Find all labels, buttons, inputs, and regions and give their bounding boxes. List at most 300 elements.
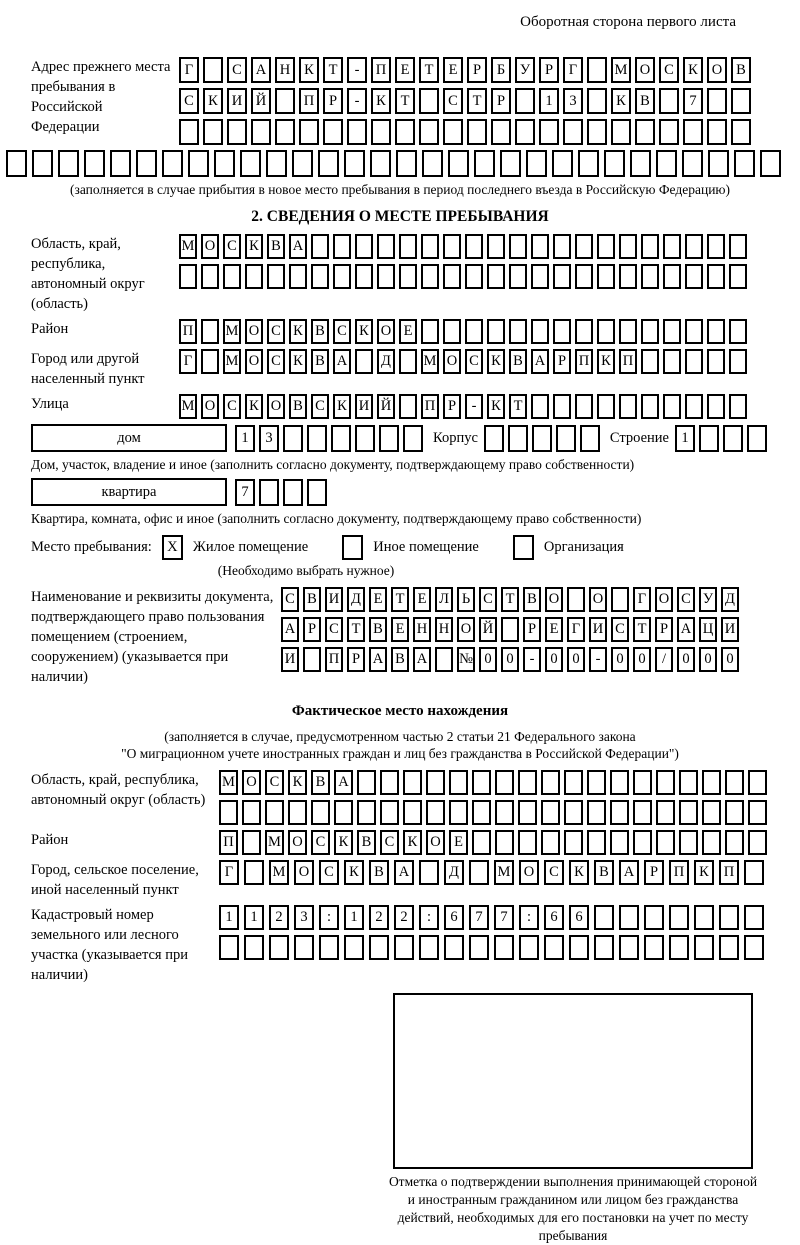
grid-cell: К [203,88,223,114]
grid-cell: 0 [677,647,695,672]
grid-cell: Г [219,860,239,885]
grid-cell: М [265,830,284,855]
grid-cell [747,425,767,452]
grid-cell: К [569,860,589,885]
grid-cell: Е [443,57,463,83]
grid-cell: К [289,319,307,344]
grid-cell: С [281,587,299,612]
grid-cell [311,800,330,825]
grid-cell [347,119,367,145]
document-grid-row-3 [281,647,739,672]
grid-cell: Т [509,394,527,419]
grid-cell [663,319,681,344]
grid-cell [702,770,721,795]
grid-cell: П [219,830,238,855]
grid-cell [472,770,491,795]
grid-cell: - [347,57,367,83]
grid-cell [725,830,744,855]
apartment-row [31,478,794,506]
grid-cell: Н [435,617,453,642]
grid-cell: Г [179,57,199,83]
grid-cell: Л [435,587,453,612]
grid-cell: М [611,57,631,83]
grid-cell: 6 [444,905,464,930]
grid-cell: И [355,394,373,419]
grid-cell [267,264,285,289]
grid-cell: Р [491,88,511,114]
grid-cell: К [299,57,319,83]
grid-cell: В [357,830,376,855]
document-grid-row-2 [281,617,739,642]
grid-cell [419,860,439,885]
grid-cell [594,935,614,960]
grid-cell [610,800,629,825]
grid-cell [162,150,183,177]
grid-cell [587,88,607,114]
stroenie-cells [675,425,767,452]
grid-cell: П [299,88,319,114]
stay-type-option-residential: Жилое помещение [192,539,309,555]
grid-cell [526,150,547,177]
grid-cell: Р [467,57,487,83]
grid-cell [443,119,463,145]
apartment-cells [235,479,327,506]
grid-cell [641,394,659,419]
grid-cell: У [699,587,717,612]
grid-cell [201,349,219,374]
grid-cell [744,935,764,960]
stroenie-label: Строение [609,429,669,446]
grid-cell [539,119,559,145]
grid-cell: : [419,905,439,930]
grid-cell [656,150,677,177]
grid-cell: А [413,647,431,672]
grid-cell: Г [563,57,583,83]
grid-cell: К [245,394,263,419]
grid-cell [227,119,247,145]
grid-cell [508,425,528,452]
grid-cell [355,264,373,289]
grid-cell: О [457,617,475,642]
grid-cell: 3 [294,905,314,930]
grid-cell [633,800,652,825]
grid-cell: Й [479,617,497,642]
grid-cell: С [325,617,343,642]
grid-cell: Ь [457,587,475,612]
grid-cell [259,479,279,506]
grid-cell: Е [391,617,409,642]
grid-cell [685,264,703,289]
grid-cell [188,150,209,177]
grid-cell: 2 [369,905,389,930]
grid-cell [491,119,511,145]
grid-cell [58,150,79,177]
grid-cell: К [344,860,364,885]
grid-cell [203,57,223,83]
grid-cell: 0 [611,647,629,672]
grid-cell: В [594,860,614,885]
grid-cell [509,264,527,289]
actual-location-note-2: "О миграционном учете иностранных граждан и лиц без гражданства в Российской Федерации") [121,746,679,761]
grid-cell: Р [655,617,673,642]
grid-cell [518,830,537,855]
grid-cell [656,800,675,825]
grid-cell [242,830,261,855]
grid-cell [744,860,764,885]
grid-cell [370,150,391,177]
grid-cell [396,150,417,177]
grid-cell: О [201,234,219,259]
grid-cell: Д [444,860,464,885]
grid-cell [495,800,514,825]
grid-cell [553,319,571,344]
grid-cell [219,800,238,825]
grid-cell: П [719,860,739,885]
grid-cell: Е [449,830,468,855]
grid-cell [707,88,727,114]
grid-cell: А [251,57,271,83]
grid-cell [532,425,552,452]
grid-cell [380,800,399,825]
grid-cell: № [457,647,475,672]
grid-cell: О [707,57,727,83]
grid-cell [355,425,375,452]
grid-cell: 0 [699,647,717,672]
grid-cell [487,264,505,289]
grid-cell [748,770,767,795]
grid-cell: К [403,830,422,855]
grid-cell [610,770,629,795]
grid-cell [403,770,422,795]
prev-address-note: (заполняется в случае прибытия в новое место пребывания в период последнего въезда в Российскую Федерацию) [69,182,731,197]
grid-cell: К [371,88,391,114]
actual-district-label: Район [31,832,69,848]
grid-cell: 0 [501,647,519,672]
grid-cell: Т [323,57,343,83]
grid-cell [395,119,415,145]
grid-cell: : [519,905,539,930]
grid-cell [725,800,744,825]
grid-cell: 7 [494,905,514,930]
grid-cell: К [289,349,307,374]
grid-cell: С [677,587,695,612]
grid-cell [472,830,491,855]
grid-cell: Е [545,617,563,642]
grid-cell: - [589,647,607,672]
grid-cell: О [635,57,655,83]
grid-cell [541,770,560,795]
grid-cell: С [333,319,351,344]
grid-cell: В [311,319,329,344]
grid-cell [443,319,461,344]
cadastral-label: Кадастровый номер земельного или лесного участка (указывается при наличии) [31,907,188,983]
grid-cell: Г [567,617,585,642]
grid-cell [641,349,659,374]
grid-cell: Д [721,587,739,612]
grid-cell: 1 [219,905,239,930]
grid-cell: К [288,770,307,795]
grid-cell: П [421,394,439,419]
grid-cell [509,319,527,344]
grid-cell [394,935,414,960]
prev-address-grid-row-3 [179,119,751,145]
grid-cell: С [311,394,329,419]
grid-cell: С [223,394,241,419]
grid-cell [656,770,675,795]
prev-address-label: Адрес прежнего места пребывания в Российской Федерации [31,59,171,135]
grid-cell: М [494,860,514,885]
grid-cell [444,935,464,960]
grid-cell [644,905,664,930]
grid-cell [500,150,521,177]
grid-cell [597,319,615,344]
grid-cell [275,88,295,114]
city-label: Город или другой населенный пункт [31,351,145,387]
grid-cell [630,150,651,177]
grid-cell: В [391,647,409,672]
region-grid-row-1 [179,234,747,259]
grid-cell [110,150,131,177]
stay-type-checkbox-organization [513,535,534,560]
actual-city-grid-row [219,860,764,885]
grid-cell [299,119,319,145]
grid-cell: И [721,617,739,642]
korpus-cells [484,425,600,452]
grid-cell: Р [539,57,559,83]
grid-cell: С [611,617,629,642]
grid-cell: Е [399,319,417,344]
grid-cell [707,394,725,419]
grid-cell [694,905,714,930]
grid-cell: О [288,830,307,855]
grid-cell [719,905,739,930]
grid-cell [641,264,659,289]
grid-cell: Е [413,587,431,612]
grid-cell: / [655,647,673,672]
grid-cell [399,234,417,259]
grid-cell: В [369,860,389,885]
grid-cell [214,150,235,177]
grid-cell: 0 [545,647,563,672]
grid-cell [587,119,607,145]
grid-cell: С [265,770,284,795]
document-grid-row-1 [281,587,739,612]
grid-cell [587,57,607,83]
actual-city-label: Город, сельское поселение, иной населенный пункт [31,862,199,898]
cadastral-grid-row-2 [219,935,764,960]
grid-cell: Е [395,57,415,83]
grid-cell [251,119,271,145]
grid-cell [6,150,27,177]
grid-cell [663,264,681,289]
prev-address-grid-row-2 [179,88,751,114]
grid-cell: К [611,88,631,114]
house-number-cells [235,425,423,452]
grid-cell [242,800,261,825]
grid-cell: Р [644,860,664,885]
grid-cell [564,770,583,795]
grid-cell: С [179,88,199,114]
grid-cell: С [443,88,463,114]
stay-type-label: Место пребывания: [31,539,152,555]
grid-cell [729,234,747,259]
grid-cell [563,119,583,145]
grid-cell [421,264,439,289]
city-block [31,349,794,389]
grid-cell [201,264,219,289]
grid-cell [179,119,199,145]
grid-cell: В [369,617,387,642]
actual-city-block [31,860,794,900]
stay-type-checkbox-residential: X [162,535,183,560]
grid-cell [469,935,489,960]
grid-cell: 1 [344,905,364,930]
actual-location-note-1: (заполняется в случае, предусмотренном частью 2 статьи 21 Федерального закона [164,729,636,744]
grid-cell [553,394,571,419]
grid-cell: 6 [544,905,564,930]
grid-cell: 1 [675,425,695,452]
grid-cell [357,800,376,825]
grid-cell [283,425,303,452]
grid-cell [303,647,321,672]
stamp-box-caption: Отметка о подтверждении выполнения принимающей стороной и иностранным гражданином или лицом без гражданства действий, необходимых для его постановки на учет по месту пребывания [388,1174,758,1243]
grid-cell [531,264,549,289]
grid-cell [748,800,767,825]
grid-cell: В [311,770,330,795]
grid-cell [669,935,689,960]
grid-cell: К [355,319,373,344]
grid-cell: 3 [563,88,583,114]
grid-cell: Т [419,57,439,83]
grid-cell [244,860,264,885]
grid-cell: Р [323,88,343,114]
grid-cell [518,800,537,825]
grid-cell [744,905,764,930]
grid-cell: Г [633,587,651,612]
grid-cell: О [377,319,395,344]
grid-cell [318,150,339,177]
grid-cell [685,319,703,344]
grid-cell [474,150,495,177]
grid-cell [403,425,423,452]
grid-cell [323,119,343,145]
grid-cell [575,319,593,344]
grid-cell [377,264,395,289]
grid-cell [244,935,264,960]
grid-cell: О [519,860,539,885]
grid-cell [265,800,284,825]
actual-district-grid-row [219,830,767,855]
grid-cell [484,425,504,452]
house-row [31,424,794,452]
grid-cell [619,905,639,930]
grid-cell: 1 [244,905,264,930]
grid-cell: Б [491,57,511,83]
grid-cell: С [311,830,330,855]
grid-cell [541,830,560,855]
grid-cell [495,770,514,795]
grid-cell [748,830,767,855]
grid-cell: Н [413,617,431,642]
grid-cell: А [531,349,549,374]
grid-cell [685,349,703,374]
grid-cell [495,830,514,855]
grid-cell: С [465,349,483,374]
grid-cell: А [619,860,639,885]
grid-cell: О [267,394,285,419]
grid-cell: В [731,57,751,83]
grid-cell [419,935,439,960]
grid-cell [594,905,614,930]
grid-cell [597,394,615,419]
grid-cell: В [267,234,285,259]
grid-cell: А [281,617,299,642]
grid-cell [201,319,219,344]
house-note: Дом, участок, владение и иное (заполнить согласно документу, подтверждающему право собственности) [31,457,635,472]
grid-cell: Т [633,617,651,642]
grid-cell [487,319,505,344]
grid-cell [707,319,725,344]
grid-cell: О [245,349,263,374]
grid-cell: О [201,394,219,419]
grid-cell [449,770,468,795]
grid-cell [575,264,593,289]
grid-cell: Е [369,587,387,612]
grid-cell: 1 [539,88,559,114]
grid-cell: В [289,394,307,419]
grid-cell [419,119,439,145]
grid-cell: Р [553,349,571,374]
grid-cell [619,234,637,259]
grid-cell: 2 [269,905,289,930]
grid-cell [311,264,329,289]
apartment-note: Квартира, комната, офис и иное (заполнить согласно документу, подтверждающему право собственности) [31,511,642,526]
district-grid-row [179,319,747,344]
grid-cell: - [523,647,541,672]
grid-cell [731,88,751,114]
grid-cell [240,150,261,177]
city-grid-row [179,349,747,374]
grid-cell [707,234,725,259]
grid-cell [564,830,583,855]
grid-cell [465,319,483,344]
actual-region-label: Область, край, республика, автономный округ (область) [31,772,206,808]
street-block [31,394,794,419]
grid-cell [403,800,422,825]
grid-cell: С [267,319,285,344]
grid-cell: С [479,587,497,612]
grid-cell [531,394,549,419]
grid-cell [421,234,439,259]
grid-cell [604,150,625,177]
grid-cell [644,935,664,960]
grid-cell: Р [443,394,461,419]
grid-cell [731,119,751,145]
grid-cell [679,800,698,825]
grid-cell [656,830,675,855]
grid-cell [635,119,655,145]
grid-cell: Н [275,57,295,83]
grid-cell: С [544,860,564,885]
grid-cell [223,264,241,289]
grid-cell: П [371,57,391,83]
grid-cell [610,830,629,855]
grid-cell [399,349,417,374]
grid-cell: К [683,57,703,83]
grid-cell: С [267,349,285,374]
grid-cell [426,800,445,825]
grid-cell [597,234,615,259]
